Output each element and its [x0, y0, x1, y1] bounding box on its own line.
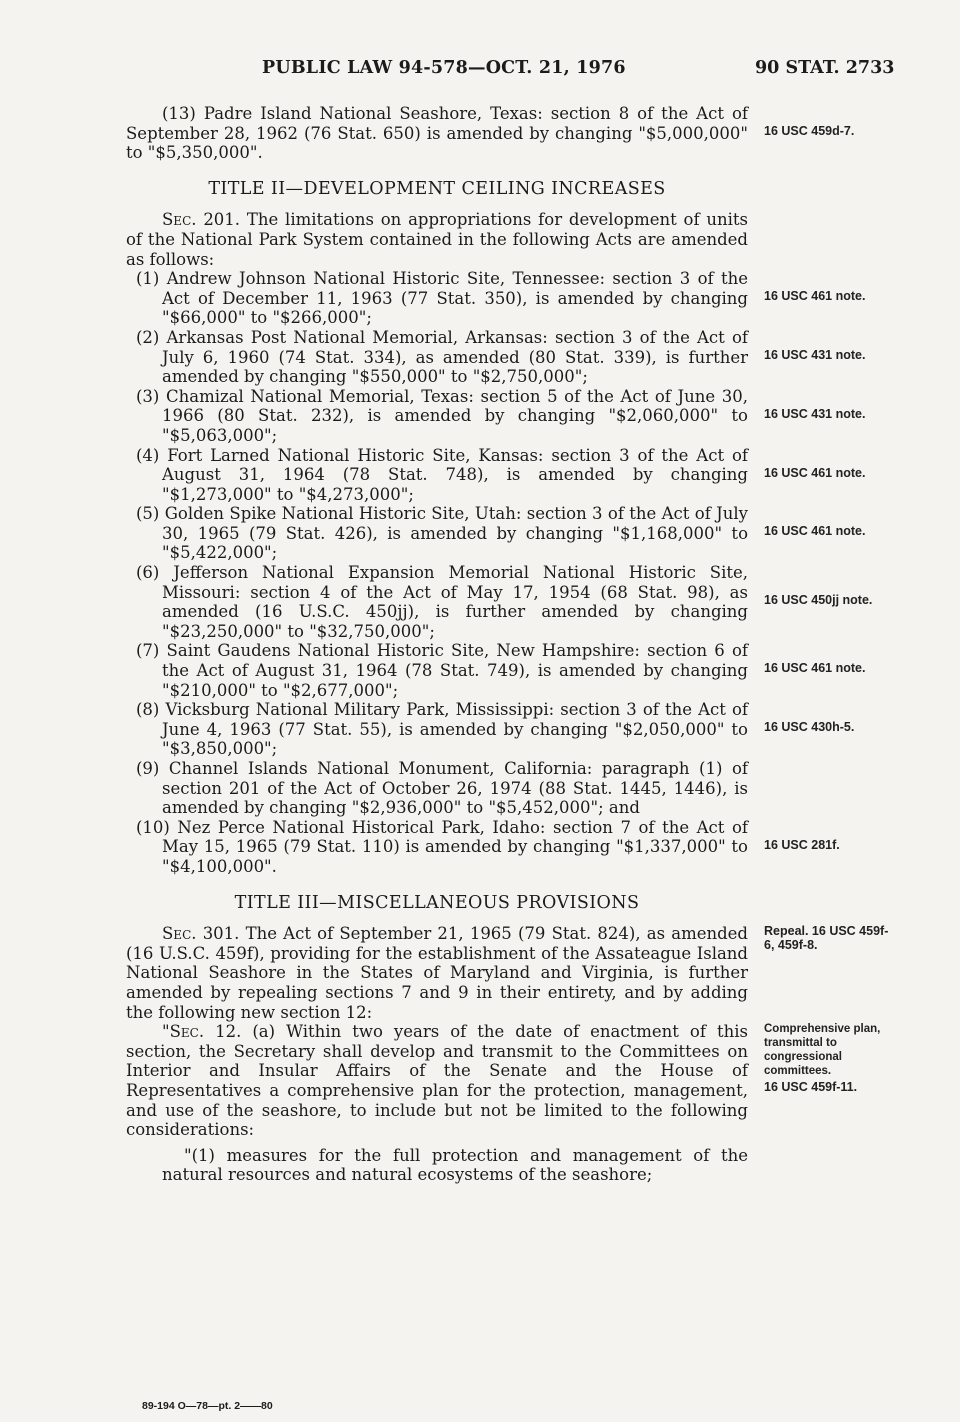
title-iii-heading: TITLE III—MISCELLANEOUS PROVISIONS [234, 892, 640, 913]
list-item-text: (5) Golden Spike National Historic Site, Utah: section 3 of the Act of July 30, 1965 (79 Stat. 426), is amended by changing "$1,168,000" to "$5,422,000"; [136, 504, 748, 563]
sub-item-1 [126, 1146, 748, 1185]
list-item-text: (10) Nez Perce National Historical Park, Idaho: section 7 of the Act of May 15, 1965 (79 Stat. 110) is amended by changing "$1,337,000" to "$4,100,000". [136, 817, 748, 876]
margin-note: 16 USC 461 note. [764, 524, 866, 539]
margin-note-usc: 16 USC 459f-11. [764, 1080, 858, 1095]
sub-item-1-text: "(1) measures for the full protection and management of the natural resources and natural ecosystems of the seashore; [162, 1145, 748, 1185]
margin-note: 16 USC 461 note. [764, 289, 866, 304]
list-item [126, 269, 866, 328]
item-13 [126, 104, 855, 163]
list-item [126, 817, 840, 877]
item-13-text: (13) Padre Island National Seashore, Texas: section 8 of the Act of September 28, 1962 (76 Stat. 650) is amended by changing "$5,000,000" to "$5,350,000". [126, 104, 748, 163]
list-item [126, 759, 748, 818]
margin-note: 16 USC 450jj note. [764, 593, 873, 608]
list-item-text: (3) Chamizal National Memorial, Texas: section 5 of the Act of June 30, 1966 (80 Stat. 232), is amended by changing "$2,060,000" to "$5,063,000"; [136, 386, 748, 445]
sec-201-label: Sec. [162, 210, 197, 230]
sec-12-text: 12. (a) Within two years of the date of enactment of this section, the Secretary shall develop and transmit to the Committees on Interior and Insular Affairs of the Senate and the House of Representatives a comprehensive plan for the protection, management, and use of the seashore, to include but not be limited to the following considerations: [126, 1022, 748, 1140]
page-footer: 89-194 O—78—pt. 2——80 [142, 1400, 273, 1412]
list-item-text: (8) Vicksburg National Military Park, Mississippi: section 3 of the Act of June 4, 1963 (77 Stat. 55), is amended by changing "$2,050,000" to "$3,850,000"; [136, 700, 748, 759]
margin-note-comprehensive-plan: Comprehensive plan, transmittal to congressional committees. [764, 1023, 881, 1078]
stat-page: 90 STAT. 2733 [755, 58, 895, 78]
list-item [126, 386, 866, 446]
sec-201 [126, 210, 748, 269]
margin-note: 16 USC 461 note. [764, 465, 866, 480]
list-item [126, 327, 866, 387]
law-title: PUBLIC LAW 94-578—OCT. 21, 1976 [262, 58, 626, 78]
sec-12-label: "Sec. [162, 1022, 205, 1042]
list-item-text: (7) Saint Gaudens National Historic Site, New Hampshire: section 6 of the Act of August 31, 1964 (78 Stat. 749), is amended by changing "$210,000" to "$2,677,000"; [136, 641, 748, 700]
title-ii-heading: TITLE II—DEVELOPMENT CEILING INCREASES [208, 178, 666, 199]
margin-note: 16 USC 281f. [764, 837, 840, 852]
list-item [126, 700, 855, 759]
margin-note: 16 USC 461 note. [764, 661, 866, 676]
margin-note: 16 USC 430h-5. [764, 720, 855, 735]
margin-note-item-13: 16 USC 459d-7. [764, 124, 855, 138]
list-item [126, 445, 866, 505]
document-body [126, 104, 889, 1185]
margin-note-repeal: Repeal. 16 USC 459f-6, 459f-8. [764, 924, 889, 953]
list-item [126, 563, 873, 641]
list-item [126, 641, 866, 700]
list-item-text: (4) Fort Larned National Historic Site, Kansas: section 3 of the Act of August 31, 1964 (78 Stat. 748), is amended by changing "$1,273,000" to "$4,273,000"; [136, 445, 748, 504]
page-header [0, 58, 960, 88]
sec-301-text: 301. The Act of September 21, 1965 (79 Stat. 824), as amended (16 U.S.C. 459f), providing for the establishment of the Assateague Island National Seashore in the States of Maryland and Virginia, is further amended by repealing sections 7 and 9 in their entirety, and by adding the following new section 12: [126, 924, 748, 1022]
margin-note: 16 USC 431 note. [764, 406, 866, 421]
list-item-text: (6) Jefferson National Expansion Memorial National Historic Site, Missouri: section 4 of the Act of May 17, 1954 (68 Stat. 98), as amended (16 U.S.C. 450jj), is further amended by changing "$23,250,000" to "$32,750,000"; [136, 563, 748, 641]
margin-note: 16 USC 431 note. [764, 347, 866, 362]
list-item-text: (2) Arkansas Post National Memorial, Arkansas: section 3 of the Act of July 6, 1960 (74 Stat. 334), as amended (80 Stat. 339), is further amended by changing "$550,000" to "$2,750,000"; [136, 327, 748, 387]
sec-201-text: 201. The limitations on appropriations for development of units of the National Park System contained in the following Acts are amended as follows: [126, 210, 748, 269]
list-item-text: (9) Channel Islands National Monument, California: paragraph (1) of section 201 of the Act of October 26, 1974 (88 Stat. 1445, 1446), is amended by changing "$2,936,000" to "$5,452,000"; and [136, 759, 748, 818]
list-item [126, 504, 866, 563]
sec-301 [126, 924, 889, 1022]
sec-12 [126, 1022, 881, 1140]
list-item-text: (1) Andrew Johnson National Historic Site, Tennessee: section 3 of the Act of December 11, 1963 (77 Stat. 350), is amended by changing "$66,000" to "$266,000"; [136, 269, 748, 328]
sec-301-label: Sec. [162, 924, 197, 944]
